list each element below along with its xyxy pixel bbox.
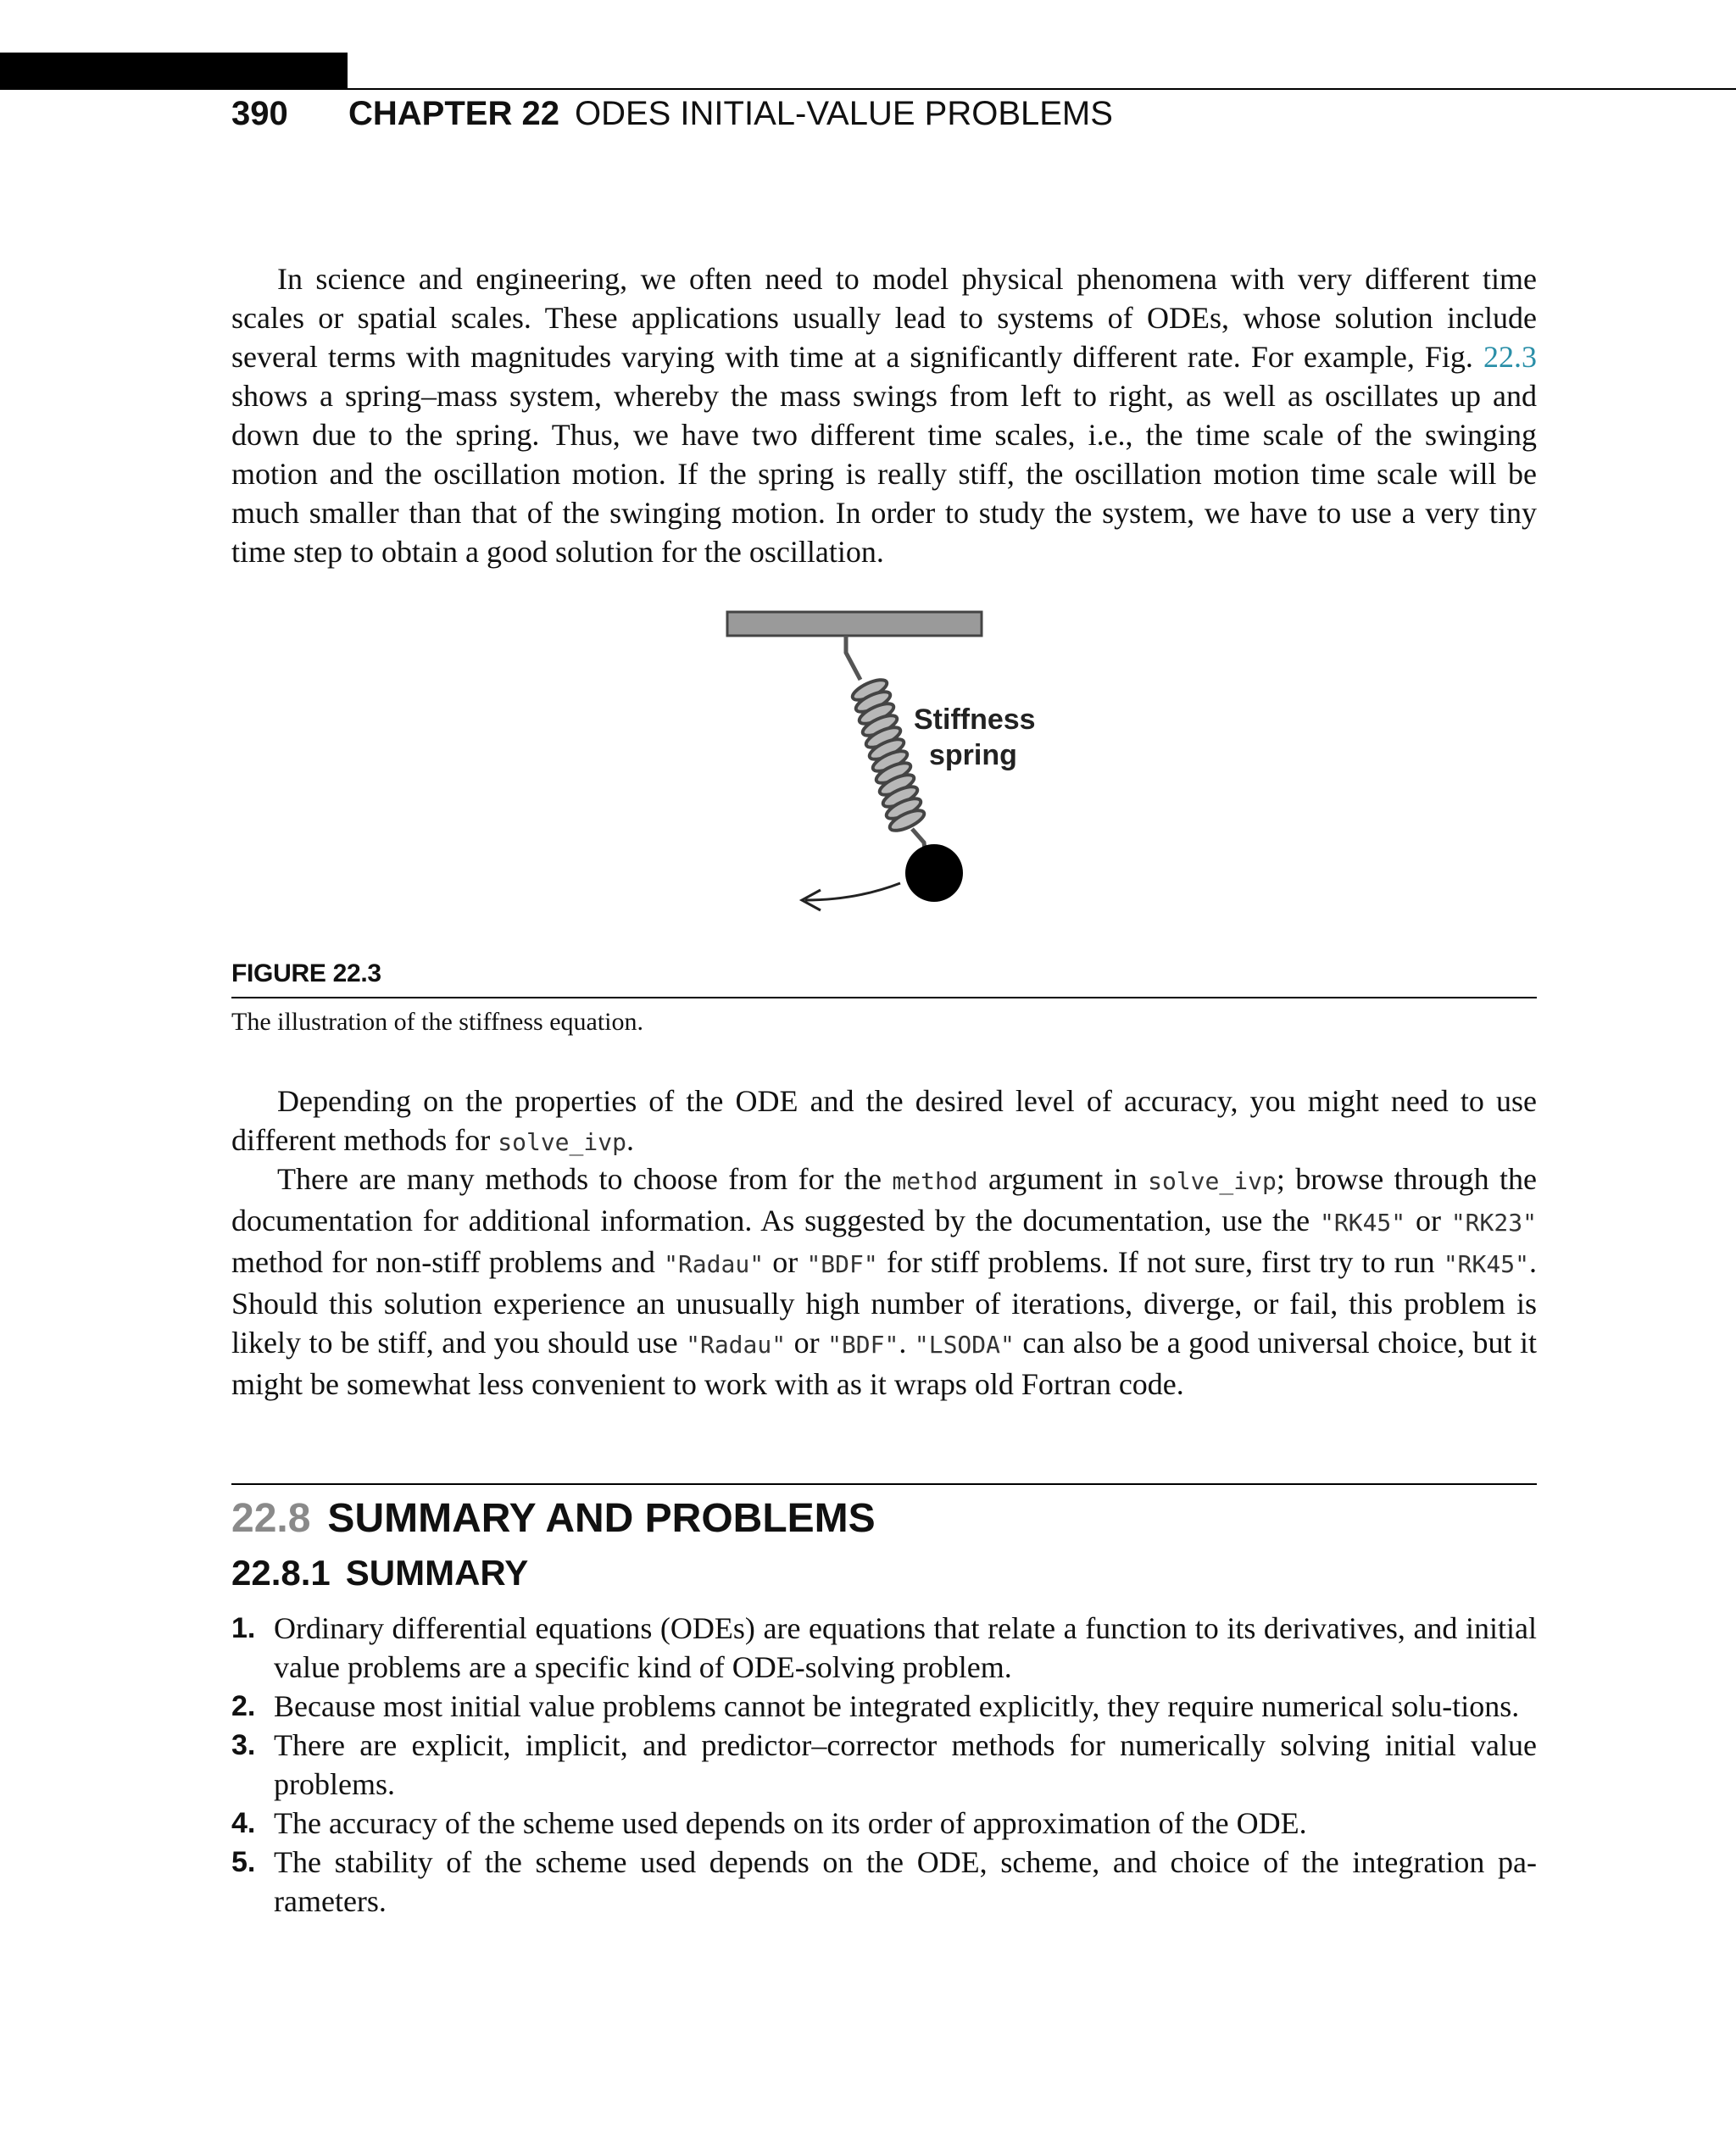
- header-black-bar: [0, 53, 348, 90]
- list-item-number: 2.: [231, 1690, 256, 1722]
- paragraph-text: method for non-stiff problems and: [231, 1245, 665, 1279]
- inline-code: solve_ivp: [1148, 1167, 1277, 1195]
- list-item: [231, 1687, 1537, 1726]
- paragraph-methods-intro-text: Depending on the properties of the ODE and the desired level of accuracy, you might need to use different methods for: [231, 1084, 1537, 1157]
- paragraph-text: . Should this solution experience an unusually high number of iterations, diverge, or fail, this problem is likely to be stiff, and you should use: [231, 1245, 1537, 1360]
- summary-list: [231, 1609, 1537, 1921]
- header-rule: [348, 88, 1736, 90]
- list-item-text: Ordinary differential equations (ODEs) are equations that relate a function to its derivatives, and initial value problems are a specific kind of ODE-solving problem.: [274, 1611, 1537, 1684]
- paragraph-text: for stiff problems. If not sure, first try to run: [877, 1245, 1444, 1279]
- running-head: [231, 95, 1113, 142]
- paragraph-text: or: [1405, 1204, 1451, 1237]
- inline-code: method: [892, 1167, 978, 1195]
- list-item-text: Because most initial value problems cannot be integrated explicitly, they require numerical solu-tions.: [274, 1689, 1520, 1723]
- paragraph-intro-text-2: shows a spring–mass system, whereby the mass swings from left to right, as well as oscillates up and down due to the spring. Thus, we have two different time scales, i.e., the time scale of the swinging motion and the oscillation motion. If the spring is really stiff, the oscillation motion time scale will be much smaller than that of the swinging motion. In order to study the system, we have to use a very tiny time step to obtain a good solution for the oscillation.: [231, 379, 1537, 569]
- inline-code: "RK45": [1320, 1209, 1406, 1237]
- subsection-title: SUMMARY: [345, 1553, 529, 1593]
- paragraph-text: There are many methods to choose from for the: [277, 1162, 893, 1196]
- paragraph-end-punct: .: [626, 1123, 634, 1157]
- paragraph-intro-text-1: In science and engineering, we often need to model physical phenomena with very different time scales or spatial scales. These applications usually lead to systems of ODEs, whose solution include several terms with magnitudes varying with time at a significantly different rate. For example, Fig.: [231, 262, 1537, 374]
- section-title: SUMMARY AND PROBLEMS: [327, 1496, 876, 1541]
- section-rule: [231, 1483, 1537, 1485]
- chapter-title: ODES INITIAL-VALUE PROBLEMS: [574, 95, 1113, 132]
- inline-code: "BDF": [806, 1250, 878, 1278]
- paragraph-methods-detail: [231, 1159, 1537, 1404]
- list-item-number: 4.: [231, 1807, 256, 1839]
- inline-code: "RK45": [1443, 1250, 1529, 1278]
- list-item: [231, 1609, 1537, 1687]
- list-item-number: 5.: [231, 1846, 256, 1878]
- list-item-text: There are explicit, implicit, and predictor–corrector methods for numerically solving initial value problems.: [274, 1728, 1537, 1801]
- paragraph-text: or: [786, 1326, 828, 1360]
- list-item: [231, 1843, 1537, 1921]
- subsection-number: 22.8.1: [231, 1553, 331, 1593]
- figure-caption: The illustration of the stiffness equation.: [231, 1008, 644, 1036]
- paragraph-text: can also be a good universal choice, but it might be somewhat less convenient to work with as it wraps old Fortran code.: [231, 1326, 1537, 1401]
- mass-ball: [905, 844, 963, 902]
- list-item: [231, 1726, 1537, 1804]
- section-number: 22.8: [231, 1496, 311, 1541]
- inline-code: "RK23": [1450, 1209, 1537, 1237]
- paragraph-text: .: [899, 1326, 915, 1360]
- list-item-number: 3.: [231, 1729, 256, 1761]
- inline-code: "BDF": [827, 1331, 899, 1359]
- inline-code: "LSODA": [914, 1331, 1015, 1359]
- figure-reference-link[interactable]: 22.3: [1483, 340, 1537, 374]
- inline-code: "Radau": [686, 1331, 787, 1359]
- paragraph-methods-intro: [231, 1082, 1537, 1162]
- figure-label: FIGURE 22.3: [231, 959, 381, 987]
- spring-mass-figure: [712, 603, 1068, 924]
- list-item-text: The accuracy of the scheme used depends on its order of approximation of the ODE.: [274, 1806, 1307, 1840]
- spring-label-line2: spring: [929, 739, 1017, 771]
- paragraph-text: ; browse through the documentation for additional information. As suggested by the documentation, use the: [231, 1162, 1537, 1237]
- figure-caption-rule: [231, 997, 1537, 998]
- spring-coil: [850, 676, 927, 834]
- list-item-text: The stability of the scheme used depends on the ODE, scheme, and choice of the integration pa-rameters.: [274, 1845, 1537, 1918]
- inline-code: solve_ivp: [498, 1128, 626, 1156]
- paragraph-text: argument in: [977, 1162, 1149, 1196]
- inline-code: "Radau": [664, 1250, 765, 1278]
- list-item-number: 1.: [231, 1612, 256, 1644]
- spring-top-wire: [846, 636, 860, 680]
- subsection-heading: [231, 1553, 528, 1597]
- list-item: [231, 1804, 1537, 1843]
- page-number: 390: [231, 95, 288, 132]
- section-heading: [231, 1495, 876, 1546]
- spring-label-line1: Stiffness: [914, 703, 1036, 736]
- paragraph-intro: [231, 259, 1537, 571]
- chapter-label: CHAPTER 22: [348, 95, 559, 132]
- paragraph-text: or: [764, 1245, 807, 1279]
- ceiling-bar: [727, 612, 982, 636]
